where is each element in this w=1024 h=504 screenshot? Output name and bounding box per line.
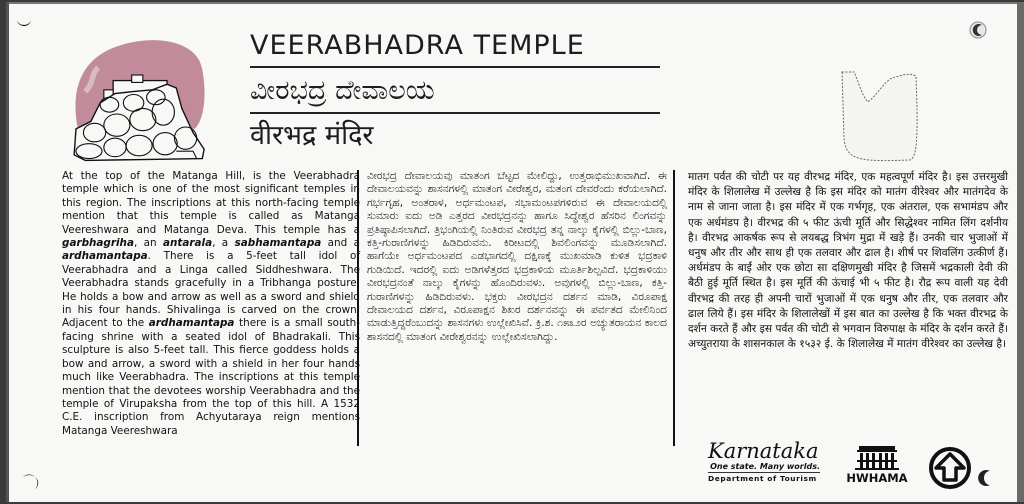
screw-icon xyxy=(20,472,40,492)
karnataka-wordmark: Karnataka xyxy=(708,439,819,463)
term-ardhamantapa: ardhamantapa xyxy=(148,317,235,330)
page-title-kannada: ವೀರಭದ್ರ ದೇವಾಲಯ xyxy=(250,68,660,114)
english-paragraph: . There is a 5-feet tall idol of Veerabhadra and a Linga called Siddheshwara. The Veerabhadra stands gracefully in a Tribhanga posture. He holds a bow and arrow as well as a sword and shield in his four hands. Shivalinga is carved on the crown. Adjacent to the xyxy=(62,250,360,330)
kannada-description: ವೀರಭದ್ರ ದೇವಾಲಯವು ಮಾತಂಗ ಬೆಟ್ಟದ ಮೇಲಿದ್ದು, ಉತ್ತರಾಭಿಮುಖವಾಗಿದೆ. ಈ ದೇವಾಲಯವನ್ನು ಶಾಸನಗಳಲ್ಲಿ ಮಾತಂಗ ವೀರೇಶ್ವರ, ಮತಂಗ ದೇವರೆಂದು ಕರೆಯಲಾಗಿದೆ. ಗರ್ಭಗೃಹ, ಅಂತರಾಳ, ಅರ್ಧಮಂಟಪ, ಸಭಾಮಂಟಪಗಳಿರುವ ಈ ದೇವಾಲಯದಲ್ಲಿ ಸುಮಾರು ಐದು ಅಡಿ ಎತ್ತರದ ವೀರಭದ್ರನನ್ನು ಹಾಗೂ ಸಿದ್ಧೇಶ್ವರ ಹೆಸರಿನ ಲಿಂಗವನ್ನು ಪ್ರತಿಷ್ಠಾಪಿಸಲಾಗಿದೆ. ತ್ರಿಭಂಗಿಯಲ್ಲಿ ನಿಂತಿರುವ ವೀರಭದ್ರ ತನ್ನ ನಾಲ್ಕು ಕೈಗಳಲ್ಲಿ ಬಿಲ್ಲು-ಬಾಣ, ಕತ್ತಿ-ಗುರಾಣಿಗಳನ್ನು ಹಿಡಿದಿರುವನು. ಕಿರೀಟದಲ್ಲಿ ಶಿವಲಿಂಗವನ್ನು ಮೂಡಿಸಲಾಗಿದೆ. ಹಾಗೆಯೇ ಅರ್ಧಮಂಟಪದ ಎಡಭಾಗದಲ್ಲಿ ದಕ್ಷಿಣಕ್ಕೆ ಮುಖಮಾಡಿ ಕುಳಿತ ಭದ್ರಕಾಳಿ ಗುಡಿಯಿದೆ. ಇದರಲ್ಲಿ ಐದು ಅಡಿಗಳೆತ್ತರದ ಭದ್ರಕಾಳಿಯ ಮೂರ್ತಿಶಿಲ್ಪವಿದೆ. ಭದ್ರಕಾಳಿಯು ವೀರಭದ್ರನಂತೆ ನಾಲ್ಕು ಕೈಗಳನ್ನು ಹೊಂದಿರುವಳು. ಅವುಗಳಲ್ಲಿ ಬಿಲ್ಲು-ಬಾಣ, ಕತ್ತಿ-ಗುರಾಣಿಗಳನ್ನು ಹಿಡಿದಿರುವಳು. ಭಕ್ತರು ವೀರಭದ್ರನ ದರ್ಶನ ಮಾಡಿ, ವಿರೂಪಾಕ್ಷ ದೇವಾಲಯದ ದರ್ಶನ, ವಿರೂಪಾಕ್ಷನ ಶಿಖರ ದರ್ಶನವನ್ನು ಈ ಪರ್ವತದ ಮೇಲಿನಿಂದ ಮಾಡುತ್ತಿದ್ದರೆಂಬುದನ್ನು ಶಾಸನಗಳು ಉಲ್ಲೇಖಿಸಿವೆ. ಕ್ರಿ.ಶ. ೧೫೩೨ರ ಅಚ್ಯುತರಾಯನ ಕಾಲದ ಶಾಸನದಲ್ಲಿ ಮಾತಂಗ ವೀರೇಶ್ವರನನ್ನು ಉಲ್ಲೇಖಿಸಲಾಗಿದ್ದು. xyxy=(357,170,675,446)
world-heritage-emblem-icon xyxy=(928,446,972,490)
english-paragraph: there is a small south-facing shrine with a seated idol of Bhadrakali. This sculpture is also 5-feet tall. This fierce goddess holds a bow and arrow, a sword with a shield in her four hands much like Veerabhadra. The inscriptions at this temple mention that the devotees worship Veerabhadra and the temple of Virupaksha from the top of this hill. A 1532 C.E. inscription from Achyutaraya reign mentions Matanga Veereshwara xyxy=(62,317,360,437)
term-garbhagriha: garbhagriha xyxy=(62,237,134,250)
karnataka-tourism-logo xyxy=(708,440,820,484)
english-description xyxy=(62,170,360,438)
title-block xyxy=(250,26,660,156)
term-ardhamantapa: ardhamantapa xyxy=(62,250,148,263)
page-title-english: VEERABHADRA TEMPLE xyxy=(250,26,660,68)
term-antarala: antarala xyxy=(163,237,213,250)
text-separator: , a xyxy=(212,237,235,250)
term-sabhamantapa: sabhamantapa xyxy=(234,237,322,250)
screw-icon xyxy=(968,20,988,40)
screw-icon xyxy=(14,10,34,30)
footer-logos xyxy=(700,440,980,496)
page-title-hindi: वीरभद्र मंदिर xyxy=(250,120,374,151)
hwhama-building-icon xyxy=(855,444,899,470)
hill-temple-logo xyxy=(66,36,216,166)
karnataka-department: Department of Tourism xyxy=(708,474,817,483)
text-separator: , an xyxy=(133,237,163,250)
hindi-description: मातग पर्वत की चोटी पर यह वीरभद्र मंदिर, एक महत्वपूर्ण मंदिर है। इस उत्तरमुखी मंदिर के शिलालेख में उल्लेख है कि इस मंदिर को मातंग वीरेश्वर और मातंगदेव के नाम से जाना जाता है। इस मंदिर में एक गर्भगृह, एक अंतराल, एक सभामंडप और एक अर्धमंडप है। वीरभद्र की ५ फीट ऊंची मूर्ति और सिद्धेश्वर नामित लिंग दर्शनीय है। वीरभद्र आकर्षक रूप से लयबद्ध त्रिभंग मुद्रा में खड़े हैं। उनकी चार भुजाओं में धनुष और तीर और साथ ही एक तलवार और ढाल है। शीर्ष पर शिवलिंग उत्कीर्ण हैं। अर्धमंडप के बाईं ओर एक छोटा सा दक्षिणमुखी मंदिर है जिसमें भद्रकाली देवी की बैठी हुई मूर्ति स्थित है। इस मूर्ति की ऊंचाई भी ५ फीट है। रौद्र रूप वाली यह देवी वीरभद्र की तरह ही अपनी चारों भुजाओं में एक धनुष और तीर, एक तलवार और ढाल लिये हैं। इस मंदिर के शिलालेखों में इस बात का उल्लेख है कि भक्त वीरभद्र के दर्शन करते हैं और इस पर्वत की चोटी से भगवान विरुपाक्ष के मंदिर के दर्शन करते हैं। अच्युतराया के शासनकाल के १५३२ ई. के शिलालेख में मातंग वीरेश्वर का उल्लेख है। xyxy=(688,171,1008,351)
text-separator: and a xyxy=(321,237,360,250)
worn-stamp-mark xyxy=(838,68,920,164)
hwhama-logo xyxy=(846,444,908,486)
english-paragraph: At the top of the Matanga Hill, is the Veerabhadra temple which is one of the most significant temples in this region. The inscriptions at this north-facing temple mention that this temple is called as Matanga Veereshwara and Matanga Deva. This temple has a xyxy=(62,170,360,236)
karnataka-tagline: One state. Many worlds. xyxy=(708,462,820,473)
hwhama-label: HWHAMA xyxy=(846,471,908,485)
